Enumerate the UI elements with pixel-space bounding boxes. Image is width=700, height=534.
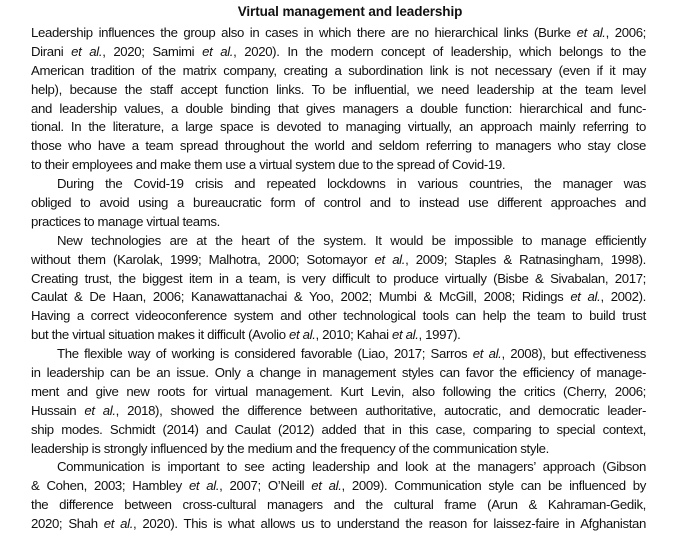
text-line: Leadership influences the group also in cases in which there are no hierarchical links (Burke et al., 2006; [31,25,646,40]
text-line: ment and give new roots for virtual management. Kurt Levin, also following the critics (Cherry, 2006; [31,383,646,399]
citation-italic: et al. [576,25,606,40]
text-line: tional. In the literature, a large space is devoted to managing virtually, an approach mainly referring to [31,119,646,135]
text-line: During the Covid-19 crisis and repeated lockdowns in various countries, the manager was [57,176,646,192]
text-line: to their employees and make them use a virtual system due to the spread of Covid-19. [31,157,506,173]
paragraph [31,458,646,534]
text-line: practices to manage virtual teams. [31,213,220,229]
text-line: The flexible way of working is considered favorable (Liao, 2017; Sarros et al., 2008), but effectiveness [57,346,646,362]
text-line: American tradition of the matrix company, creating a subordination link is not necessary (even if it may [31,62,646,78]
text-line: in leadership can be an issue. Only a change in management styles can favor the efficiency of manage- [31,365,646,381]
text-line: the difference between cross-cultural managers and the cultural frame (Arun & Kahraman-Gedik, [31,497,646,513]
text-line: 2020; Shah et al., 2020). This is what allows us to understand the reason for laissez-faire in Afghanistan [31,516,647,532]
text-line: obliged to avoid using a bureaucratic form of control and to instead use different approaches and [31,195,646,211]
text-line: Creating trust, the biggest item in a team, is very difficult to produce virtually (Bisbe & Sivabalan, 2017; [31,270,646,286]
text-line: & Cohen, 2003; Hambley et al., 2007; O’Neill et al., 2009). Communication style can be influenced by [31,478,646,494]
paragraph [31,345,646,458]
section-title: Virtual management and leadership [237,4,463,19]
document-body [31,24,646,534]
citation-italic: et al. [311,478,342,494]
paragraph [31,175,646,232]
citation-italic: et al. [570,289,601,305]
citation-italic: et al. [374,251,406,267]
citation-italic: et al. [392,327,419,343]
text-line: those who have a team spread throughout the world and seldom referring to managers who stay close [31,138,646,154]
paragraph [31,232,646,345]
paragraph [31,24,646,175]
citation-italic: et al. [103,516,134,532]
text-line: Dirani et al., 2020; Samimi et al., 2020). In the modern concept of leadership, which belongs to the [31,43,646,59]
text-line: Hussain et al., 2018), showed the difference between authoritative, autocratic, and democratic leader- [31,402,647,418]
citation-italic: et al. [84,402,116,418]
text-line: Communication is important to see acting leadership and look at the managers’ approach (Gibson [57,459,646,475]
text-line: and leadership values, a double binding that gives managers a double function: hierarchical and func- [31,100,646,116]
citation-italic: et al. [472,346,502,362]
text-line: but the virtual situation makes it difficult (Avolio et al., 2010; Kahai et al., 1997). [31,327,461,343]
text-line: New technologies are at the heart of the system. It would be impossible to manage efficiently [57,232,646,248]
citation-italic: et al. [202,43,234,59]
citation-italic: et al. [188,478,220,494]
citation-italic: et al. [289,327,316,343]
text-line: help), because the staff accept function links. To be influential, we need leadership at the team level [31,81,646,97]
text-line: Caulat & De Haan, 2006; Kanawattanachai & Yoo, 2002; Mumbi & McGill, 2008; Ridings et al., 2002). [31,289,646,305]
text-line: Having a correct videoconference system and other technological tools can help the team to build trust [31,308,646,324]
text-line: ship modes. Schmidt (2014) and Caulat (2012) added that in this case, comparing to special context, [31,421,646,437]
text-line: leadership is strongly influenced by the medium and the frequency of the communication style. [31,440,549,456]
text-line: without them (Karolak, 1999; Malhotra, 2000; Sotomayor et al., 2009; Staples & Ratnasingham, 1998). [31,251,646,267]
citation-italic: et al. [71,43,103,59]
